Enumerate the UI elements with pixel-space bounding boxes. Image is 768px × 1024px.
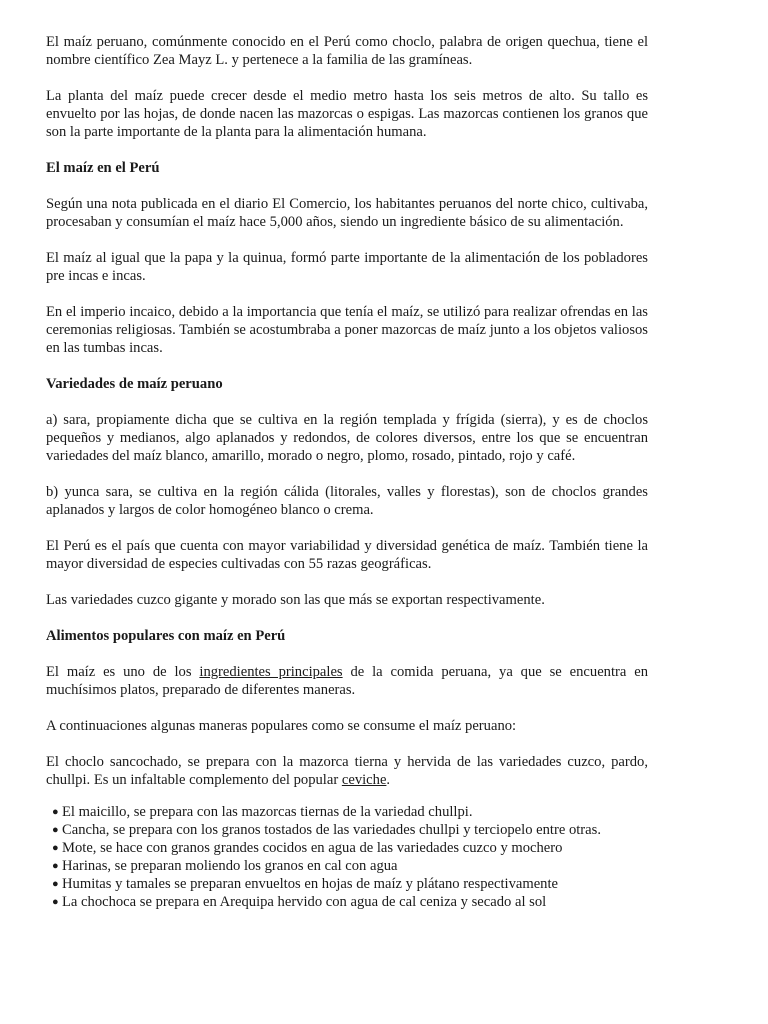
list-item (52, 803, 648, 821)
choclo-paragraph (46, 753, 648, 789)
section-heading-maiz-en-peru: El maíz en el Perú (46, 160, 160, 176)
bullet-icon: ● (52, 860, 59, 872)
ceremonies-paragraph: En el imperio incaico, debido a la importancia que tenía el maíz, se utilizó para realizar ofrendas en las ceremonias religiosas. También se acostumbraba a poner mazorcas de maíz junto a los objetos valiosos en las tumbas incas. (46, 304, 648, 356)
yunca-sara-paragraph: b) yunca sara, se cultiva en la región cálida (litorales, valles y florestas), son de choclos grandes aplanados y largos de color homogéneo blanco o crema. (46, 484, 648, 518)
list-item-text: Cancha, se prepara con los granos tostados de las variedades chullpi y terciopelo entre otras. (62, 822, 601, 838)
list-item-text: El maicillo, se prepara con las mazorcas tiernas de la variedad chullpi. (62, 804, 473, 820)
bullet-icon: ● (52, 842, 59, 854)
bullet-icon: ● (52, 806, 59, 818)
sara-paragraph: a) sara, propiamente dicha que se cultiva en la región templada y frígida (sierra), y es de choclos pequeños y medianos, algo aplanados y redondos, de colores diversos, entre los que se encuentran variedades del maíz blanco, amarillo, morado o negro, plomo, rosado, pintado, rojo y café. (46, 412, 648, 464)
exports-paragraph: Las variedades cuzco gigante y morado son las que más se exportan respectivamente. (46, 592, 545, 608)
food-list (46, 803, 648, 911)
list-item (52, 893, 648, 911)
list-item (52, 857, 648, 875)
choclo-text-before: El choclo sancochado, se prepara con la mazorca tierna y hervida de las variedades cuzco, pardo, chullpi. Es un infaltable complemento del popular (46, 754, 648, 788)
document-page (46, 33, 648, 911)
ingredients-text-after: de la comida peruana, ya que se encuentra en muchísimos platos, preparado de diferentes maneras. (46, 664, 648, 698)
list-item-text: Humitas y tamales se preparan envueltos en hojas de maíz y plátano respectivamente (62, 876, 559, 892)
diversity-paragraph: El Perú es el país que cuenta con mayor variabilidad y diversidad genética de maíz. También tiene la mayor diversidad de especies cultivadas con 55 razas geográficas. (46, 538, 648, 572)
list-item (52, 821, 648, 839)
bullet-icon: ● (52, 896, 59, 908)
list-item (52, 839, 648, 857)
intro-paragraph: El maíz peruano, comúnmente conocido en el Perú como choclo, palabra de origen quechua, tiene el nombre científico Zea Mayz L. y pertenece a la familia de las gramíneas. (46, 34, 648, 68)
bullet-icon: ● (52, 824, 59, 836)
plant-description-paragraph: La planta del maíz puede crecer desde el medio metro hasta los seis metros de alto. Su tallo es envuelto por las hojas, de donde nacen las mazorcas o espigas. Las mazorcas contienen los granos que son la parte importante de la planta para la alimentación humana. (46, 88, 648, 140)
bullet-icon: ● (52, 878, 59, 890)
list-item-text: La chochoca se prepara en Arequipa hervido con agua de cal ceniza y secado al sol (62, 894, 547, 910)
history-paragraph: Según una nota publicada en el diario El Comercio, los habitantes peruanos del norte chico, cultivaba, procesaban y consumían el maíz hace 5,000 años, siendo un ingrediente básico de su alimentación. (46, 196, 648, 230)
list-item-text: Mote, se hace con granos grandes cocidos en agua de las variedades cuzco y mochero (62, 840, 563, 856)
list-item-text: Harinas, se preparan moliendo los granos en cal con agua (62, 858, 398, 874)
ceviche-link[interactable]: ceviche (341, 772, 387, 788)
ingredientes-principales-link[interactable]: ingredientes principales (199, 664, 343, 680)
section-heading-alimentos: Alimentos populares con maíz en Perú (46, 628, 286, 644)
choclo-text-after: . (386, 772, 391, 788)
list-item (52, 875, 648, 893)
incas-paragraph: El maíz al igual que la papa y la quinua, formó parte importante de la alimentación de los pobladores pre incas e incas. (46, 250, 648, 284)
section-heading-variedades: Variedades de maíz peruano (46, 376, 223, 392)
ingredients-paragraph (46, 663, 648, 699)
popular-ways-paragraph: A continuaciones algunas maneras populares como se consume el maíz peruano: (46, 718, 517, 734)
ingredients-text-before: El maíz es uno de los (46, 664, 200, 680)
